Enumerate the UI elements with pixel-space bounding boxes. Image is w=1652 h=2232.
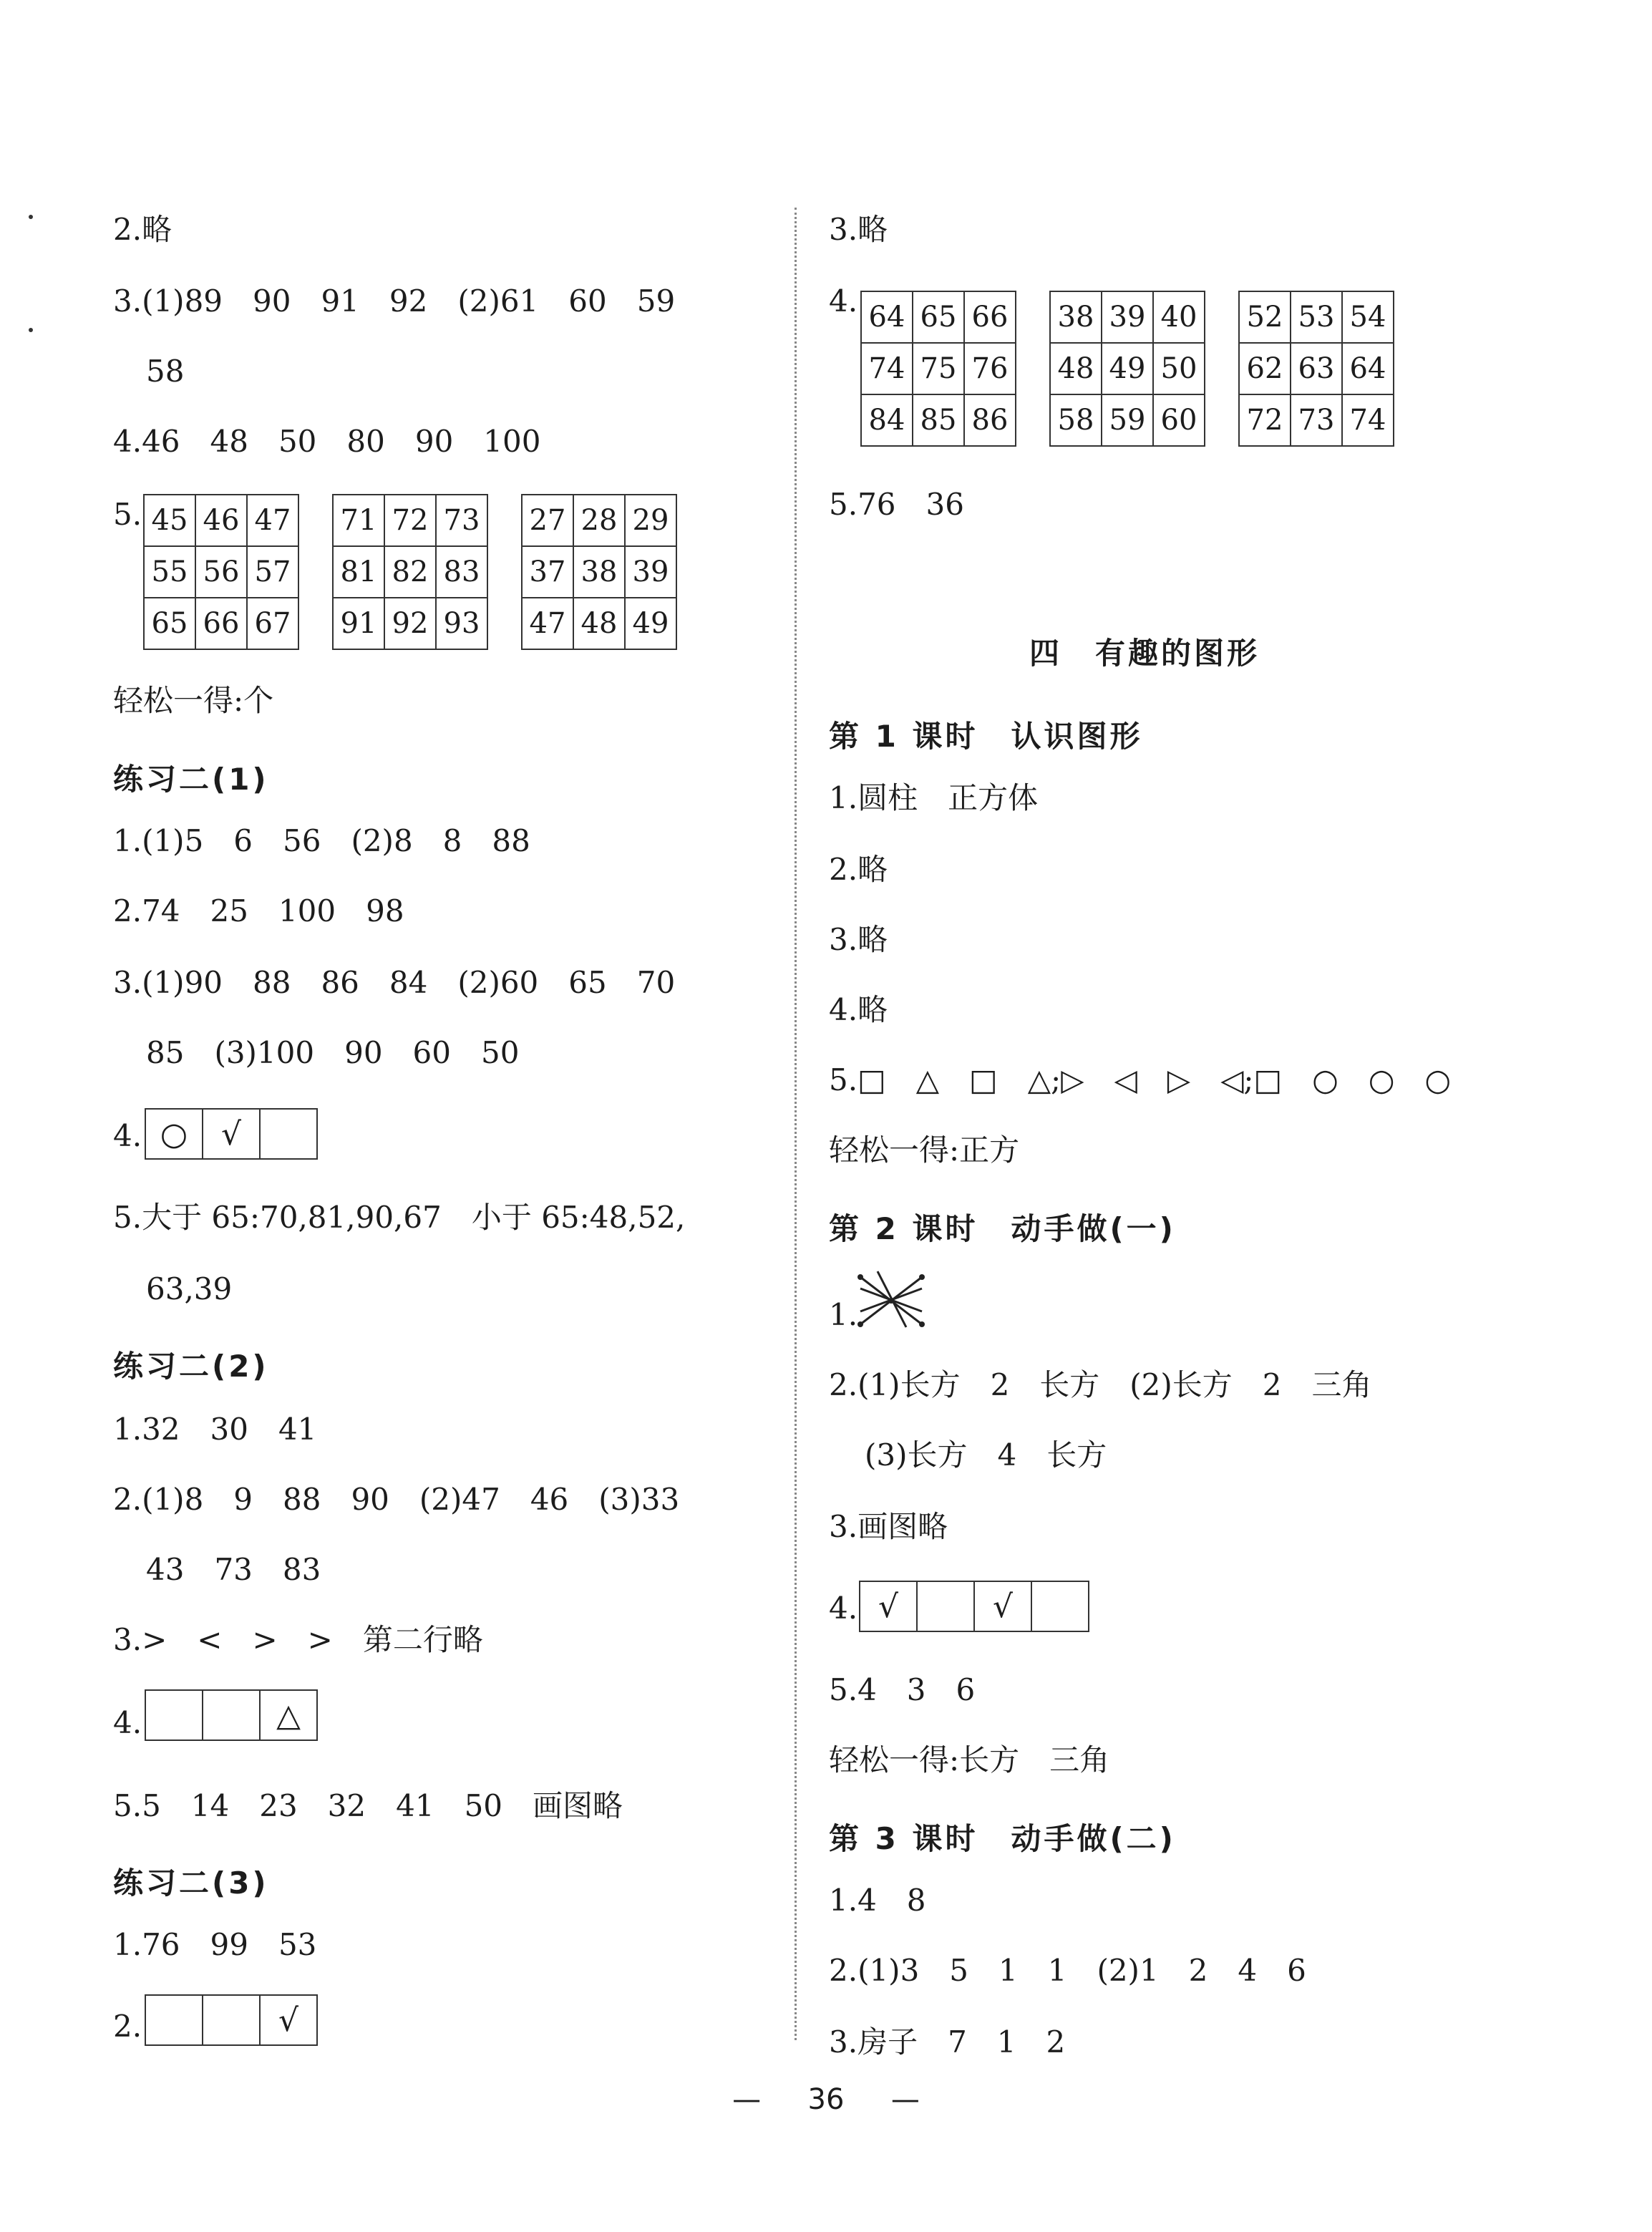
section-heading: 第 1 课时 认识图形	[829, 719, 1143, 754]
section-heading: 练习二(1)	[113, 762, 269, 797]
answer-box	[202, 1994, 261, 2046]
answer-line: 2.(1)3 5 1 1 (2)1 2 4 6	[829, 1953, 1306, 1988]
answer-line: 63,39	[146, 1271, 233, 1306]
answer-box: √	[859, 1581, 918, 1632]
grid-cell: 63	[1291, 343, 1342, 394]
number-grid	[332, 494, 488, 650]
answer-line: 2.(1)8 9 88 90 (2)47 46 (3)33	[113, 1482, 680, 1517]
answer-line: 3.略	[829, 212, 888, 247]
grid-cell: 48	[573, 598, 625, 649]
answer-line: 5.4 3 6	[829, 1672, 976, 1707]
answer-boxes	[860, 1581, 1089, 1632]
answer-line: 1.圆柱 正方体	[829, 780, 1039, 815]
footer-dash: —	[732, 2083, 762, 2116]
section-heading: 第 3 课时 动手做(二)	[829, 1821, 1176, 1856]
grid-cell: 64	[861, 291, 913, 343]
answer-line: 4.46 48 50 80 90 100	[113, 424, 541, 459]
answer-line: 4.	[113, 1118, 142, 1153]
grid-cell: 38	[1050, 291, 1102, 343]
answer-line: 1.4 8	[829, 1883, 926, 1918]
answer-line: 轻松一得:长方 三角	[829, 1742, 1110, 1777]
grid-cell: 48	[1050, 343, 1102, 394]
grid-cell: 83	[436, 546, 487, 598]
grid-cell: 28	[573, 495, 625, 546]
answer-line: 3.房子 7 1 2	[829, 2024, 1066, 2059]
number-grids	[860, 291, 1394, 447]
grid-cell: 39	[625, 546, 676, 598]
answer-box	[259, 1108, 318, 1160]
answer-line: 3.画图略	[829, 1509, 948, 1544]
grid-cell: 66	[964, 291, 1016, 343]
number-grid	[1238, 291, 1394, 447]
answer-box	[916, 1581, 975, 1632]
answer-line: 3.略	[829, 922, 888, 957]
grid-cell: 57	[247, 546, 298, 598]
number-grid	[860, 291, 1016, 447]
grid-cell: 91	[333, 598, 384, 649]
grid-cell: 54	[1342, 291, 1394, 343]
answer-line: 1.	[829, 1297, 858, 1332]
answer-line: 1.(1)5 6 56 (2)8 8 88	[113, 823, 530, 858]
grid-cell: 58	[1050, 394, 1102, 446]
answer-line: 4.略	[829, 992, 888, 1027]
grid-cell: 59	[1102, 394, 1153, 446]
answer-boxes	[146, 1689, 318, 1741]
grid-cell: 75	[913, 343, 964, 394]
grid-cell: 64	[1342, 343, 1394, 394]
answer-line: 2.略	[829, 852, 888, 887]
answer-box	[1031, 1581, 1089, 1632]
answer-line: 2.74 25 100 98	[113, 893, 404, 928]
answer-box: √	[259, 1994, 318, 2046]
margin-dot	[29, 328, 33, 332]
answer-line: 3.> < > > 第二行略	[113, 1622, 483, 1657]
answer-line: 5.□ △ □ △;▷ ◁ ▷ ◁;□ ○ ○ ○	[829, 1062, 1452, 1097]
grid-cell: 38	[573, 546, 625, 598]
answer-line: 2.	[113, 2009, 142, 2044]
grid-cell: 49	[1102, 343, 1153, 394]
answer-boxes	[146, 1108, 318, 1160]
answer-line: 5.76 36	[829, 487, 964, 522]
grid-cell: 85	[913, 394, 964, 446]
answer-box: △	[259, 1689, 318, 1741]
answer-line: 4.	[829, 283, 858, 319]
grid-cell: 29	[625, 495, 676, 546]
answer-box: √	[202, 1108, 261, 1160]
answer-line: 5.大于 65:70,81,90,67 小于 65:48,52,	[113, 1200, 686, 1235]
grid-cell: 45	[144, 495, 195, 546]
grid-cell: 74	[1342, 394, 1394, 446]
grid-cell: 47	[247, 495, 298, 546]
grid-cell: 66	[195, 598, 247, 649]
grid-cell: 27	[522, 495, 573, 546]
crossed-lines-figure	[856, 1267, 928, 1331]
grid-cell: 37	[522, 546, 573, 598]
answer-line: 4.	[113, 1705, 142, 1740]
answer-line: 3.(1)89 90 91 92 (2)61 60 59	[113, 283, 676, 319]
answer-line: 3.(1)90 88 86 84 (2)60 65 70	[113, 965, 676, 1000]
margin-dot	[29, 215, 33, 219]
answer-line: (3)长方 4 长方	[865, 1437, 1107, 1472]
number-grid	[521, 494, 677, 650]
grid-cell: 73	[1291, 394, 1342, 446]
answer-line: 43 73 83	[146, 1552, 321, 1587]
answer-line: 5.	[113, 497, 142, 532]
grid-cell: 92	[384, 598, 436, 649]
answer-box	[202, 1689, 261, 1741]
grid-cell: 49	[625, 598, 676, 649]
page-footer	[0, 2083, 1652, 2116]
grid-cell: 84	[861, 394, 913, 446]
grid-cell: 62	[1239, 343, 1291, 394]
chapter-title: 四 有趣的图形	[1029, 636, 1260, 671]
grid-cell: 76	[964, 343, 1016, 394]
answer-box	[145, 1689, 203, 1741]
grid-cell: 81	[333, 546, 384, 598]
grid-cell: 67	[247, 598, 298, 649]
grid-cell: 47	[522, 598, 573, 649]
answer-line: 1.32 30 41	[113, 1412, 317, 1447]
grid-cell: 56	[195, 546, 247, 598]
answer-line: 5.5 14 23 32 41 50 画图略	[113, 1788, 623, 1823]
answer-line: 4.	[829, 1591, 858, 1626]
section-heading: 练习二(2)	[113, 1349, 269, 1384]
grid-cell: 72	[384, 495, 436, 546]
grid-cell: 53	[1291, 291, 1342, 343]
footer-dash: —	[890, 2083, 920, 2116]
grid-cell: 50	[1153, 343, 1205, 394]
number-grid	[143, 494, 299, 650]
section-heading: 练习二(3)	[113, 1865, 269, 1901]
section-heading: 第 2 课时 动手做(一)	[829, 1211, 1176, 1246]
grid-cell: 65	[913, 291, 964, 343]
grid-cell: 55	[144, 546, 195, 598]
grid-cell: 40	[1153, 291, 1205, 343]
answer-box	[145, 1994, 203, 2046]
grid-cell: 65	[144, 598, 195, 649]
grid-cell: 72	[1239, 394, 1291, 446]
answer-boxes	[146, 1994, 318, 2046]
grid-cell: 93	[436, 598, 487, 649]
grid-cell: 60	[1153, 394, 1205, 446]
answer-line: 轻松一得:正方	[829, 1132, 1020, 1168]
answer-box: √	[973, 1581, 1032, 1632]
answer-box: ○	[145, 1108, 203, 1160]
number-grids	[143, 494, 677, 650]
grid-cell: 39	[1102, 291, 1153, 343]
grid-cell: 74	[861, 343, 913, 394]
grid-cell: 86	[964, 394, 1016, 446]
number-grid	[1049, 291, 1205, 447]
grid-cell: 73	[436, 495, 487, 546]
column-divider	[795, 208, 797, 2040]
answer-line: 1.76 99 53	[113, 1927, 317, 1962]
answer-line: 58	[146, 354, 185, 389]
grid-cell: 52	[1239, 291, 1291, 343]
page-number: 36	[807, 2083, 845, 2116]
answer-line: 轻松一得:个	[113, 683, 274, 718]
answer-line: 85 (3)100 90 60 50	[146, 1035, 520, 1070]
answer-line: 2.(1)长方 2 长方 (2)长方 2 三角	[829, 1367, 1372, 1402]
grid-cell: 71	[333, 495, 384, 546]
grid-cell: 82	[384, 546, 436, 598]
answer-line: 2.略	[113, 212, 173, 247]
grid-cell: 46	[195, 495, 247, 546]
